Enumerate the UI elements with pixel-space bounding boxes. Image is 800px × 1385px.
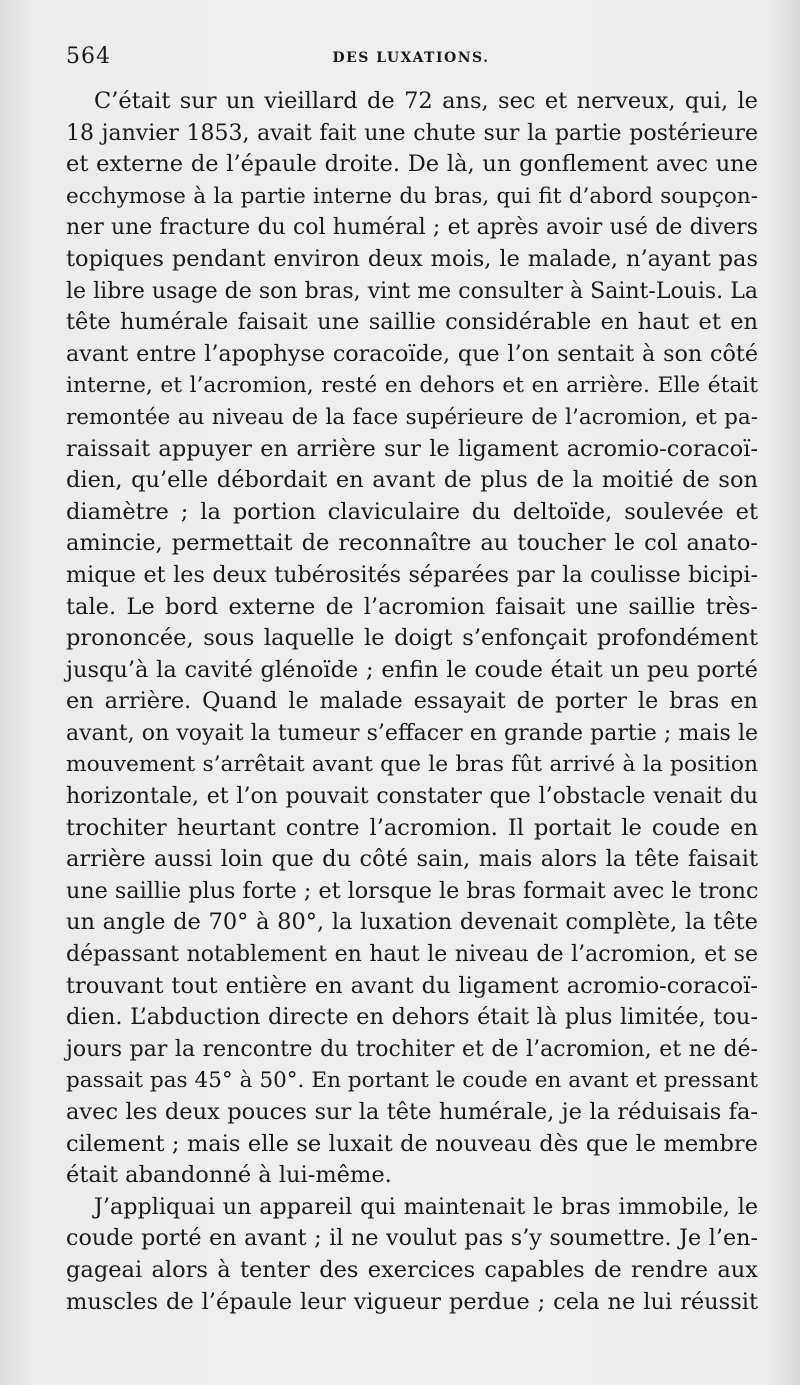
text-line: ner une fracture du col huméral ; et après avoir usé de divers <box>66 215 758 241</box>
text-line: coude porté en avant ; il ne voulut pas s’y soumettre. Je l’en- <box>66 1225 758 1252</box>
text-line: raissait appuyer en arrière sur le ligament acromio-coracoï- <box>66 435 758 462</box>
body-text <box>66 86 758 1318</box>
text-line: dépassant notablement en haut le niveau de l’acromion, et se <box>66 942 758 968</box>
text-line: topiques pendant environ deux mois, le malade, n’ayant pas <box>66 245 758 272</box>
text-line: amincie, permettait de reconnaître au toucher le col anato- <box>66 530 758 557</box>
text-line: une saillie plus forte ; et lorsque le bras formait avec le tronc <box>66 877 759 904</box>
text-line: tête humérale faisait une saillie considérable en haut et en <box>66 309 758 336</box>
text-line: avant, on voyait la tumeur s’effacer en grande partie ; mais le <box>66 720 758 746</box>
text-line: gageai alors à tenter des exercices capables de rendre aux <box>66 1256 758 1283</box>
text-line: C’était sur un vieillard de 72 ans, sec et nerveux, qui, le <box>94 88 758 114</box>
text-line: jours par la rencontre du trochiter et de l’acromion, et ne dé- <box>66 1036 758 1062</box>
text-line: dien, qu’elle débordait en avant de plus de la moitié de son <box>66 467 758 494</box>
paragraph <box>66 1192 758 1318</box>
text-line: tale. Le bord externe de l’acromion faisait une saillie très- <box>66 593 758 620</box>
text-line: mouvement s’arrêtait avant que le bras fût arrivé à la position <box>66 752 758 778</box>
text-line: dien. L’abduction directe en dehors était là plus limitée, tou- <box>66 1004 758 1031</box>
text-line: interne, et l’acromion, resté en dehors et en arrière. Elle était <box>66 373 758 399</box>
text-line: remontée au niveau de la face supérieure de l’acromion, et pa- <box>66 404 758 430</box>
text-line: arrière aussi loin que du côté sain, mais alors la tête faisait <box>66 846 758 873</box>
page-number: 564 <box>66 44 111 69</box>
text-line: le libre usage de son bras, vint me consulter à Saint-Louis. La <box>66 278 758 304</box>
text-line: trouvant tout entière en avant du ligament acromio-coracoï- <box>66 972 758 999</box>
text-line: ecchymose à la partie interne du bras, qui fit d’abord soupçon- <box>66 183 758 209</box>
text-line: trochiter heurtant contre l’acromion. Il portait le coude en <box>66 814 758 841</box>
text-line: un angle de 70° à 80°, la luxation devenait complète, la tête <box>66 909 758 936</box>
text-line: était abandonné à lui-même. <box>66 1162 392 1189</box>
text-line: diamètre ; la portion claviculaire du deltoïde, soulevée et <box>66 498 758 525</box>
text-line: avant entre l’apophyse coracoïde, que l’on sentait à son côté <box>66 340 758 367</box>
text-line: cilement ; mais elle se luxait de nouveau dès que le membre <box>66 1130 758 1157</box>
text-line: prononcée, sous laquelle le doigt s’enfonçait profondément <box>66 625 758 652</box>
text-line: en arrière. Quand le malade essayait de porter le bras en <box>66 688 758 715</box>
text-line: jusqu’à la cavité glénoïde ; enfin le coude était un peu porté <box>66 656 758 683</box>
running-title: DES LUXATIONS. <box>332 50 490 66</box>
text-line: passait pas 45° à 50°. En portant le coude en avant et pressant <box>66 1068 758 1094</box>
text-line: avec les deux pouces sur la tête humérale, je la réduisais fa- <box>66 1099 758 1125</box>
text-line: 18 janvier 1853, avait fait une chute sur la partie postérieure <box>66 120 758 146</box>
running-head <box>66 44 756 74</box>
text-line: J’appliquai un appareil qui maintenait le bras immobile, le <box>94 1193 758 1220</box>
paragraph <box>66 86 758 1192</box>
text-line: muscles de l’épaule leur vigueur perdue ; cela ne lui réussit <box>66 1288 758 1315</box>
text-line: mique et les deux tubérosités séparées par la coulisse bicipi- <box>66 561 758 588</box>
text-line: horizontale, et l’on pouvait constater que l’obstacle venait du <box>66 784 758 810</box>
text-line: et externe de l’épaule droite. De là, un gonflement avec une <box>66 151 758 178</box>
